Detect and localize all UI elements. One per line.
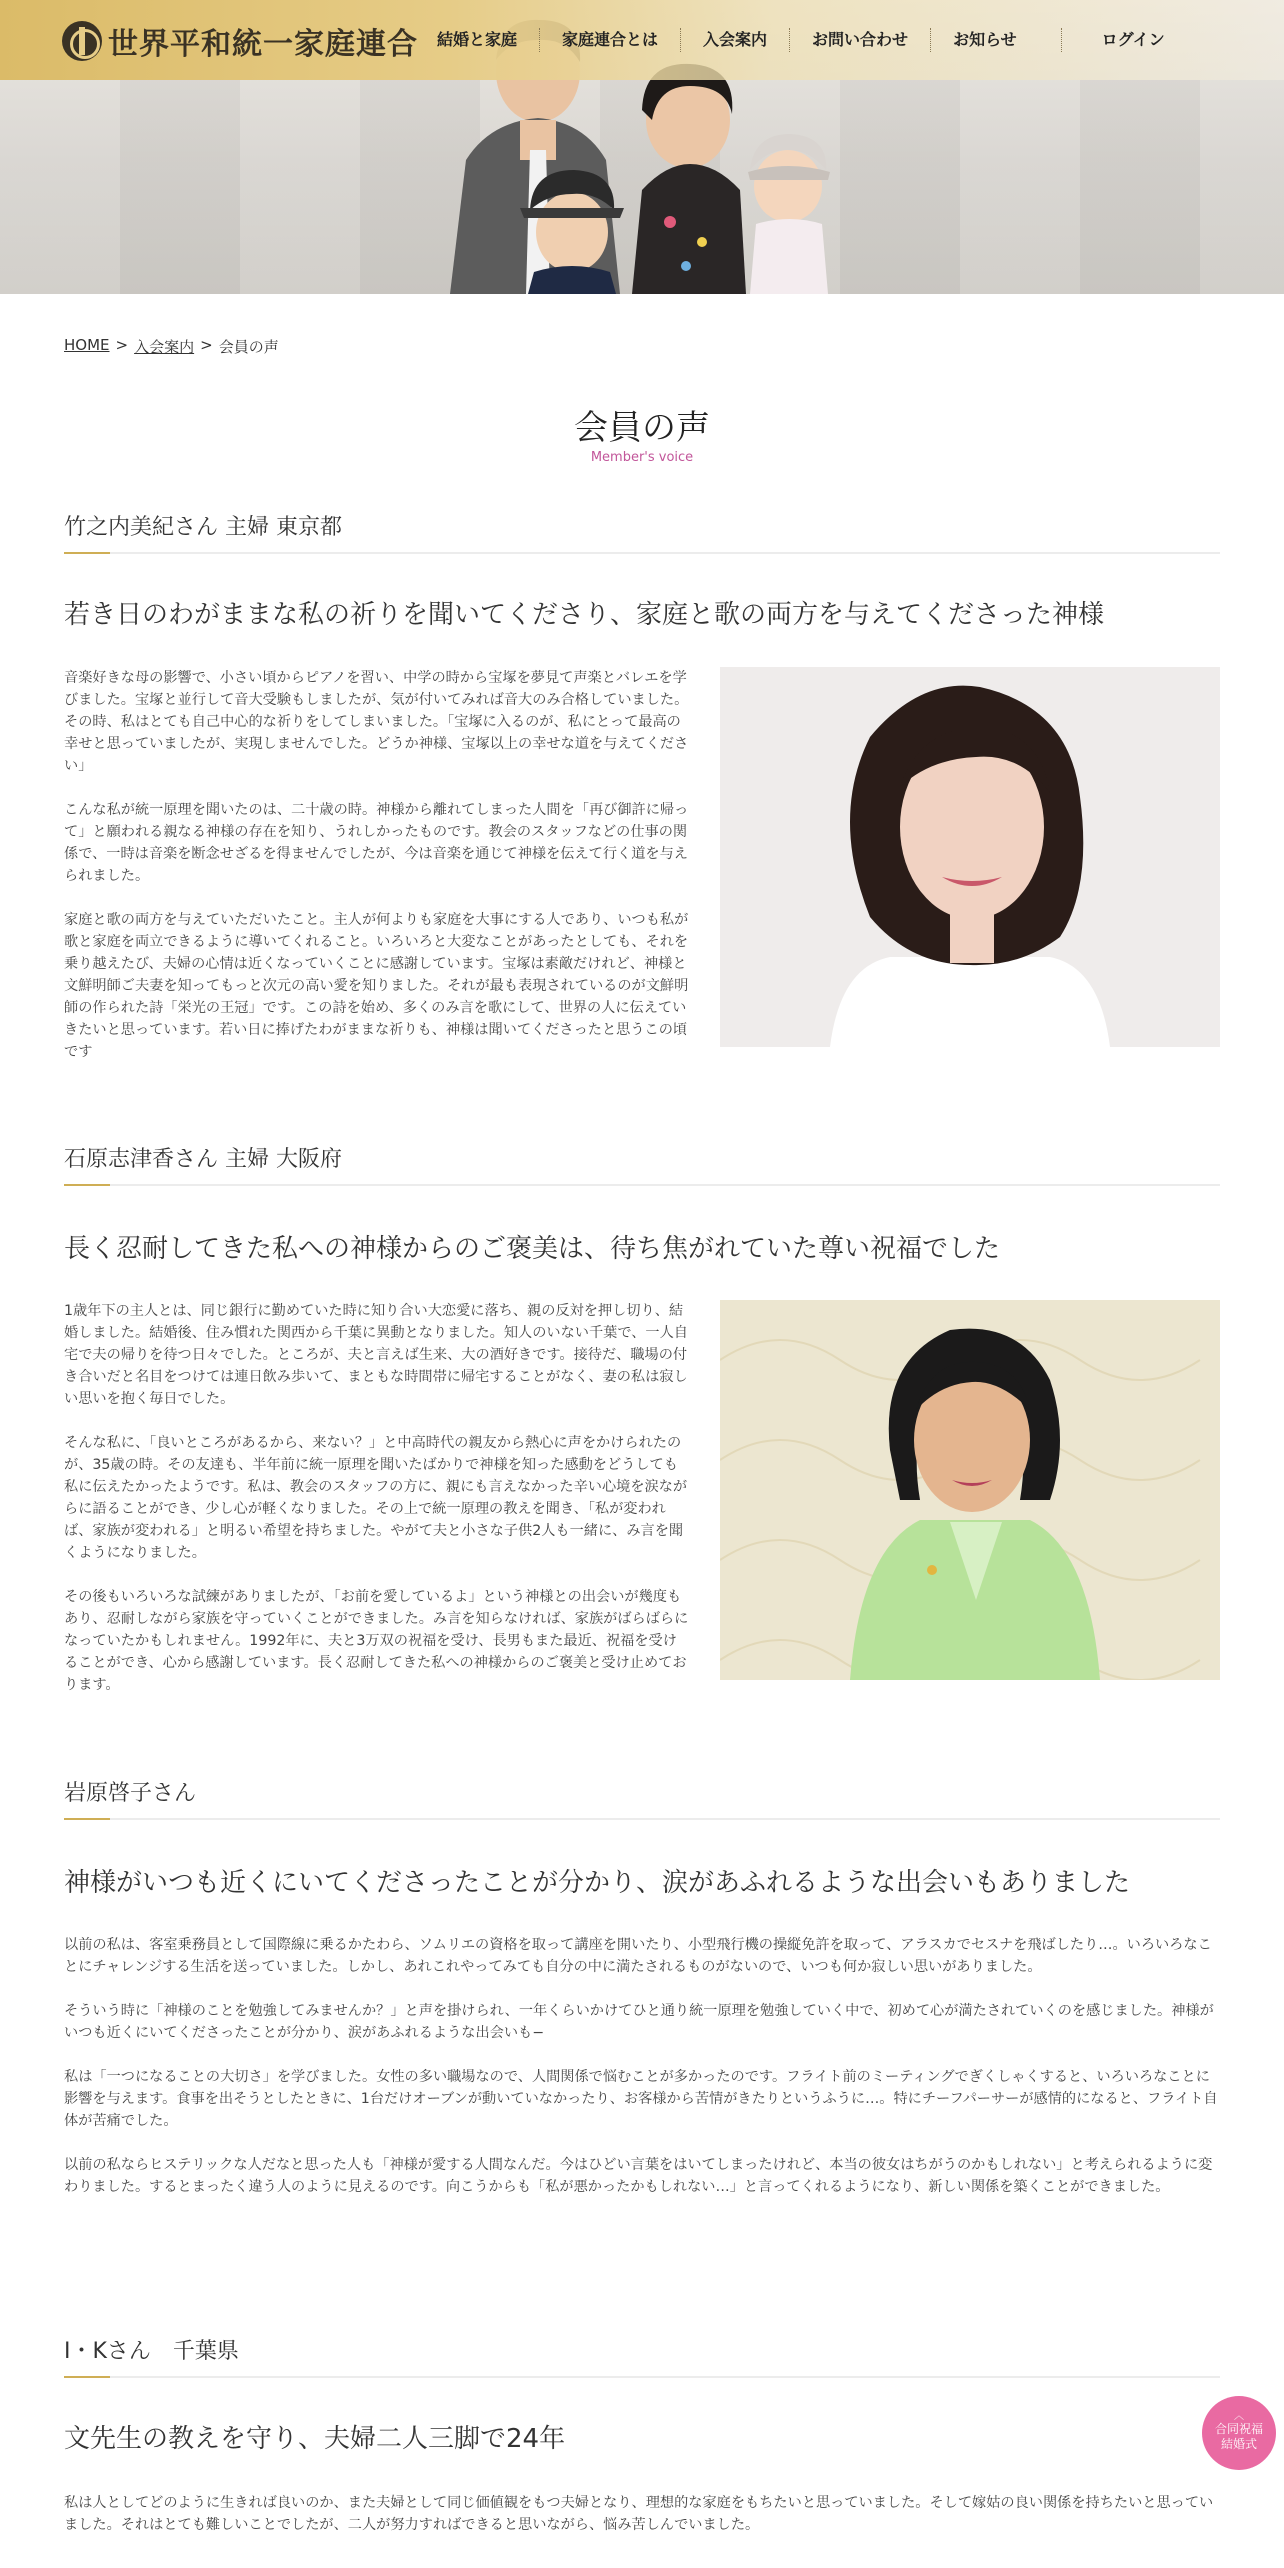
joint-blessing-wedding-button[interactable] (1202, 2396, 1276, 2470)
section-divider (64, 1818, 1220, 1820)
logo-text: 世界平和統一家庭連合 (108, 27, 418, 62)
nav-item-contact[interactable]: お問い合わせ (789, 28, 930, 52)
section-divider (64, 1184, 1220, 1186)
testimony-heading: 若き日のわがままな私の祈りを聞いてくださり、家庭と歌の両方を与えてくださった神様 (64, 600, 1105, 630)
testimony-paragraph: 音楽好きな母の影響で、小さい頃からピアノを習い、中学の時から宝塚を夢見て声楽とバレエを学びました。宝塚と並行して音大受験もしましたが、気が付いてみれば音大のみ合格していました。その時、私はとても自己中心的な祈りをしてしまいました。「宝塚に入るのが、私にとって最高の幸せと思っていましたが、実現しませんでした。どうか神様、宝塚以上の幸せな道を与えてください」 (64, 670, 689, 774)
testimony-paragraph: 私は「一つになることの大切さ」を学びました。女性の多い職場なので、人間関係で悩むことが多かったのです。フライト前のミーティングでぎくしゃくすると、いろいろなことに影響を与えます。食事を出そうとしたときに、1台だけオーブンが動いていなかったり、お客様から苦情がきたりというふうに…。特にチーフパーサーが感情的になると、フライト自体が苦痛でした。 (64, 2069, 1218, 2129)
testimony-text (64, 2492, 1220, 2536)
breadcrumb-separator: > (115, 336, 129, 354)
chevron-up-icon: ︿ (1234, 2411, 1244, 2422)
site-logo[interactable] (62, 20, 418, 62)
ffwpu-emblem-icon (62, 21, 102, 61)
member-name: 岩原啓子さん (64, 1781, 197, 1806)
testimony-paragraph: 1歳年下の主人とは、同じ銀行に勤めていた時に知り合い大恋愛に落ち、親の反対を押し切り、結婚しました。結婚後、住み慣れた関西から千葉に異動となりました。知人のいない千葉で、一人自宅で夫の帰りを待つ日々でした。ところが、夫と言えば生来、大の酒好きです。接待だ、職場の付き合いだと名目をつけては連日飲み歩いて、まともな時間帯に帰宅することがなく、妻の私は寂しい思いを抱く毎日でした。 (64, 1303, 688, 1407)
login-link[interactable]: ログイン (1061, 28, 1205, 52)
breadcrumb-home-link[interactable]: HOME (64, 336, 110, 354)
page-subtitle: Member's voice (590, 450, 694, 465)
member-name: 石原志津香さん 主婦 大阪府 (64, 1147, 342, 1172)
testimony-paragraph: その後もいろいろな試練がありましたが、「お前を愛しているよ」という神様との出会いが幾度もあり、忍耐しながら家族を守っていくことができました。み言を知らなければ、家族がばらばらになっていたかもしれません。1992年に、夫と3万双の祝福を受け、長男もまた最近、祝福を受けることができ、心から感謝しています。長く忍耐してきた私への神様からのご褒美と受け止めております。 (64, 1589, 689, 1693)
breadcrumb (64, 336, 279, 357)
testimony-paragraph: 以前の私ならヒステリックな人だなと思った人も「神様が愛する人間なんだ。今はひどい言葉をはいてしまったけれど、本当の彼女はちがうのかもしれない」と考えられるように変わりました。するとまったく違う人のように見えるのです。向こうからも「私が悪かったかもしれない…」と言ってくれるようになり、新しい関係を築くことができました。 (64, 2157, 1213, 2195)
nav-item-membership[interactable]: 入会案内 (680, 28, 789, 52)
section-divider (64, 2376, 1220, 2378)
nav-item-news[interactable]: お知らせ (930, 28, 1039, 52)
testimony-paragraph: こんな私が統一原理を聞いたのは、二十歳の時。神様から離れてしまった人間を「再び御許に帰って」と願われる親なる神様の存在を知り、うれしかったものです。教会のスタッフなどの仕事の関係で、一時は音楽を断念せざるを得ませんでしたが、今は音楽を通じて神様を伝えて行く道を与えられました。 (64, 802, 689, 884)
testimony-heading: 文先生の教えを守り、夫婦二人三脚で24年 (64, 2424, 566, 2454)
testimony-paragraph: そんな私に、「良いところがあるから、来ない？」と中高時代の親友から熱心に声をかけられたのが、35歳の時。その友達も、半年前に統一原理を聞いたばかりで神様を知った感動をどうしても私に伝えたかったようです。私は、教会のスタッフの方に、親にも言えなかった辛い心境を涙ながらに語ることができ、少し心が軽くなりました。その上で統一原理の教えを聞き、「私が変われば、家族が変われる」と明るい希望を持ちました。やがて夫と小さな子供2人も一緒に、み言を聞くようになりました。 (64, 1435, 688, 1561)
testimony-text (64, 667, 689, 1063)
section-divider (64, 552, 1220, 554)
testimony-paragraph: そういう時に「神様のことを勉強してみませんか？」と声を掛けられ、一年くらいかけてひと通り統一原理を勉強していく中で、初めて心が満たされていくのを感じました。神様がいつも近くにいてくださったことが分かり、涙があふれるような出会いも− (64, 2003, 1214, 2041)
main-nav (415, 0, 1205, 80)
member-name: I・Kさん 千葉県 (64, 2339, 239, 2364)
testimony-text (64, 1934, 1220, 2198)
member-photo (720, 1300, 1220, 1680)
breadcrumb-separator: > (200, 336, 213, 354)
breadcrumb-current: 会員の声 (218, 338, 279, 356)
page-title: 会員の声 (574, 408, 710, 448)
top-navigation-bar (0, 0, 1284, 80)
testimony-text (64, 1300, 689, 1696)
fab-label-line2: 結婚式 (1220, 2437, 1257, 2451)
nav-item-about[interactable]: 家庭連合とは (539, 28, 680, 52)
fab-label-line1: 合同祝福 (1214, 2422, 1263, 2436)
testimony-paragraph: 私は人としてどのように生きれば良いのか、また夫婦として同じ価値観をもつ夫婦となり、理想的な家庭をもちたいと思っていました。そして嫁姑の良い関係を持ちたいと思っていました。それはとても難しいことでしたが、二人が努力すればできると思いながら、悩み苦しんでいました。 (64, 2495, 1214, 2533)
testimony-paragraph: 以前の私は、客室乗務員として国際線に乗るかたわら、ソムリエの資格を取って講座を開いたり、小型飛行機の操縦免許を取って、アラスカでセスナを飛ばしたり…。いろいろなことにチャレンジする生活を送っていました。しかし、あれこれやってみても自分の中に満たされるものがないので、いつも何か寂しい思いがありました。 (64, 1937, 1212, 1975)
member-name: 竹之内美紀さん 主婦 東京都 (64, 515, 342, 540)
nav-item-marriage-family[interactable]: 結婚と家庭 (437, 30, 518, 49)
testimony-heading: 長く忍耐してきた私への神様からのご褒美は、待ち焦がれていた尊い祝福でした (64, 1234, 1001, 1264)
testimony-heading: 神様がいつも近くにいてくださったことが分かり、涙があふれるような出会いもありました (64, 1868, 1131, 1898)
member-photo (720, 667, 1220, 1047)
breadcrumb-membership-link[interactable]: 入会案内 (134, 338, 195, 356)
testimony-paragraph: 家庭と歌の両方を与えていただいたこと。主人が何よりも家庭を大事にする人であり、いつも私が歌と家庭を両立できるように導いてくれること。いろいろと大変なことがあったとしても、それを乗り越えたび、夫婦の心情は近くなっていくことに感謝しています。宝塚は素敵だけれど、神様と文鮮明師ご夫妻を知ってもっと次元の高い愛を知りました。それが最も表現されているのが文鮮明師の作られた詩「栄光の王冠」です。この詩を始め、多くのみ言を歌にして、世界の人に伝えていきたいと思っています。若い日に捧げたわがままな祈りも、神様は聞いてくださったと思うこの頃です (64, 912, 689, 1060)
